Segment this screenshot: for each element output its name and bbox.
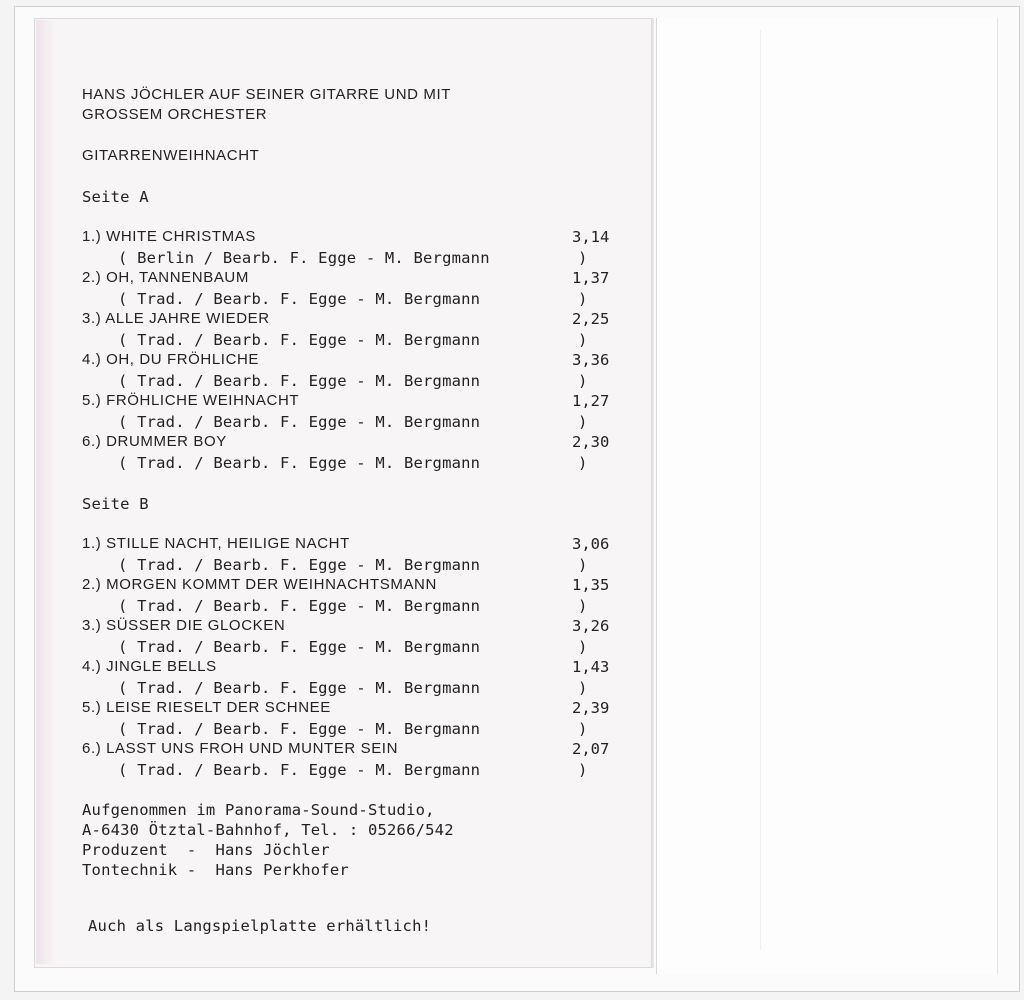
side-b-label: Seite B	[82, 495, 149, 513]
track-a3-credit-close: )	[578, 331, 588, 349]
track-a6-credit-close: )	[578, 454, 588, 472]
track-a1-credit: ( Berlin / Bearb. F. Egge - M. Bergmann	[118, 249, 490, 267]
side-a-label: Seite A	[82, 188, 149, 206]
track-b1-credit: ( Trad. / Bearb. F. Egge - M. Bergmann	[118, 556, 481, 574]
track-b6-title: 6.) LASST UNS FROH UND MUNTER SEIN	[82, 740, 399, 757]
track-a4-title: 4.) OH, DU FRÖHLICHE	[82, 351, 260, 368]
track-b6-credit-close: )	[578, 761, 588, 779]
artist-line-1: HANS JÖCHLER AUF SEINER GITARRE UND MIT	[82, 86, 451, 103]
track-b4-duration: 1,43	[572, 658, 610, 676]
track-a1-duration: 3,14	[572, 228, 610, 246]
track-b3-title: 3.) SÜSSER DIE GLOCKEN	[82, 617, 286, 634]
track-a1-title: 1.) WHITE CHRISTMAS	[82, 228, 256, 245]
producer-line: Produzent - Hans Jöchler	[82, 841, 330, 859]
track-a1-credit-close: )	[578, 249, 588, 267]
card-edge-tint	[36, 20, 56, 964]
track-a5-credit-close: )	[578, 413, 588, 431]
track-b2-duration: 1,35	[572, 576, 610, 594]
inlay-flap	[656, 18, 998, 974]
track-b1-credit-close: )	[578, 556, 588, 574]
engineer-line: Tontechnik - Hans Perkhofer	[82, 861, 349, 879]
track-b3-duration: 3,26	[572, 617, 610, 635]
studio-line-1: Aufgenommen im Panorama-Sound-Studio,	[82, 801, 435, 819]
track-a4-credit: ( Trad. / Bearb. F. Egge - M. Bergmann	[118, 372, 481, 390]
track-a5-duration: 1,27	[572, 392, 610, 410]
track-b5-credit-close: )	[578, 720, 588, 738]
track-a3-title: 3.) ALLE JAHRE WIEDER	[82, 310, 270, 327]
track-b3-credit: ( Trad. / Bearb. F. Egge - M. Bergmann	[118, 638, 481, 656]
track-b4-credit-close: )	[578, 679, 588, 697]
track-b5-duration: 2,39	[572, 699, 610, 717]
track-b6-duration: 2,07	[572, 740, 610, 758]
track-a3-duration: 2,25	[572, 310, 610, 328]
track-a3-credit: ( Trad. / Bearb. F. Egge - M. Bergmann	[118, 331, 481, 349]
track-b3-credit-close: )	[578, 638, 588, 656]
track-b1-title: 1.) STILLE NACHT, HEILIGE NACHT	[82, 535, 350, 552]
track-b2-title: 2.) MORGEN KOMMT DER WEIHNACHTSMANN	[82, 576, 437, 593]
track-a2-duration: 1,37	[572, 269, 610, 287]
track-b4-title: 4.) JINGLE BELLS	[82, 658, 217, 675]
track-a2-title: 2.) OH, TANNENBAUM	[82, 269, 249, 286]
track-b2-credit: ( Trad. / Bearb. F. Egge - M. Bergmann	[118, 597, 481, 615]
track-a5-title: 5.) FRÖHLICHE WEIHNACHT	[82, 392, 300, 409]
track-b5-title: 5.) LEISE RIESELT DER SCHNEE	[82, 699, 331, 716]
lp-availability-note: Auch als Langspielplatte erhältlich!	[88, 917, 432, 935]
album-title: GITARRENWEIHNACHT	[82, 147, 260, 164]
track-a2-credit: ( Trad. / Bearb. F. Egge - M. Bergmann	[118, 290, 481, 308]
track-b6-credit: ( Trad. / Bearb. F. Egge - M. Bergmann	[118, 761, 481, 779]
fold-line	[760, 30, 761, 950]
track-a6-credit: ( Trad. / Bearb. F. Egge - M. Bergmann	[118, 454, 481, 472]
track-a4-duration: 3,36	[572, 351, 610, 369]
studio-line-2: A-6430 Ötztal-Bahnhof, Tel. : 05266/542	[82, 821, 454, 839]
track-b4-credit: ( Trad. / Bearb. F. Egge - M. Bergmann	[118, 679, 481, 697]
track-a4-credit-close: )	[578, 372, 588, 390]
artist-line-2: GROSSEM ORCHESTER	[82, 106, 268, 123]
track-a5-credit: ( Trad. / Bearb. F. Egge - M. Bergmann	[118, 413, 481, 431]
track-b1-duration: 3,06	[572, 535, 610, 553]
track-a6-title: 6.) DRUMMER BOY	[82, 433, 227, 450]
track-b5-credit: ( Trad. / Bearb. F. Egge - M. Bergmann	[118, 720, 481, 738]
track-a2-credit-close: )	[578, 290, 588, 308]
track-a6-duration: 2,30	[572, 433, 610, 451]
track-b2-credit-close: )	[578, 597, 588, 615]
